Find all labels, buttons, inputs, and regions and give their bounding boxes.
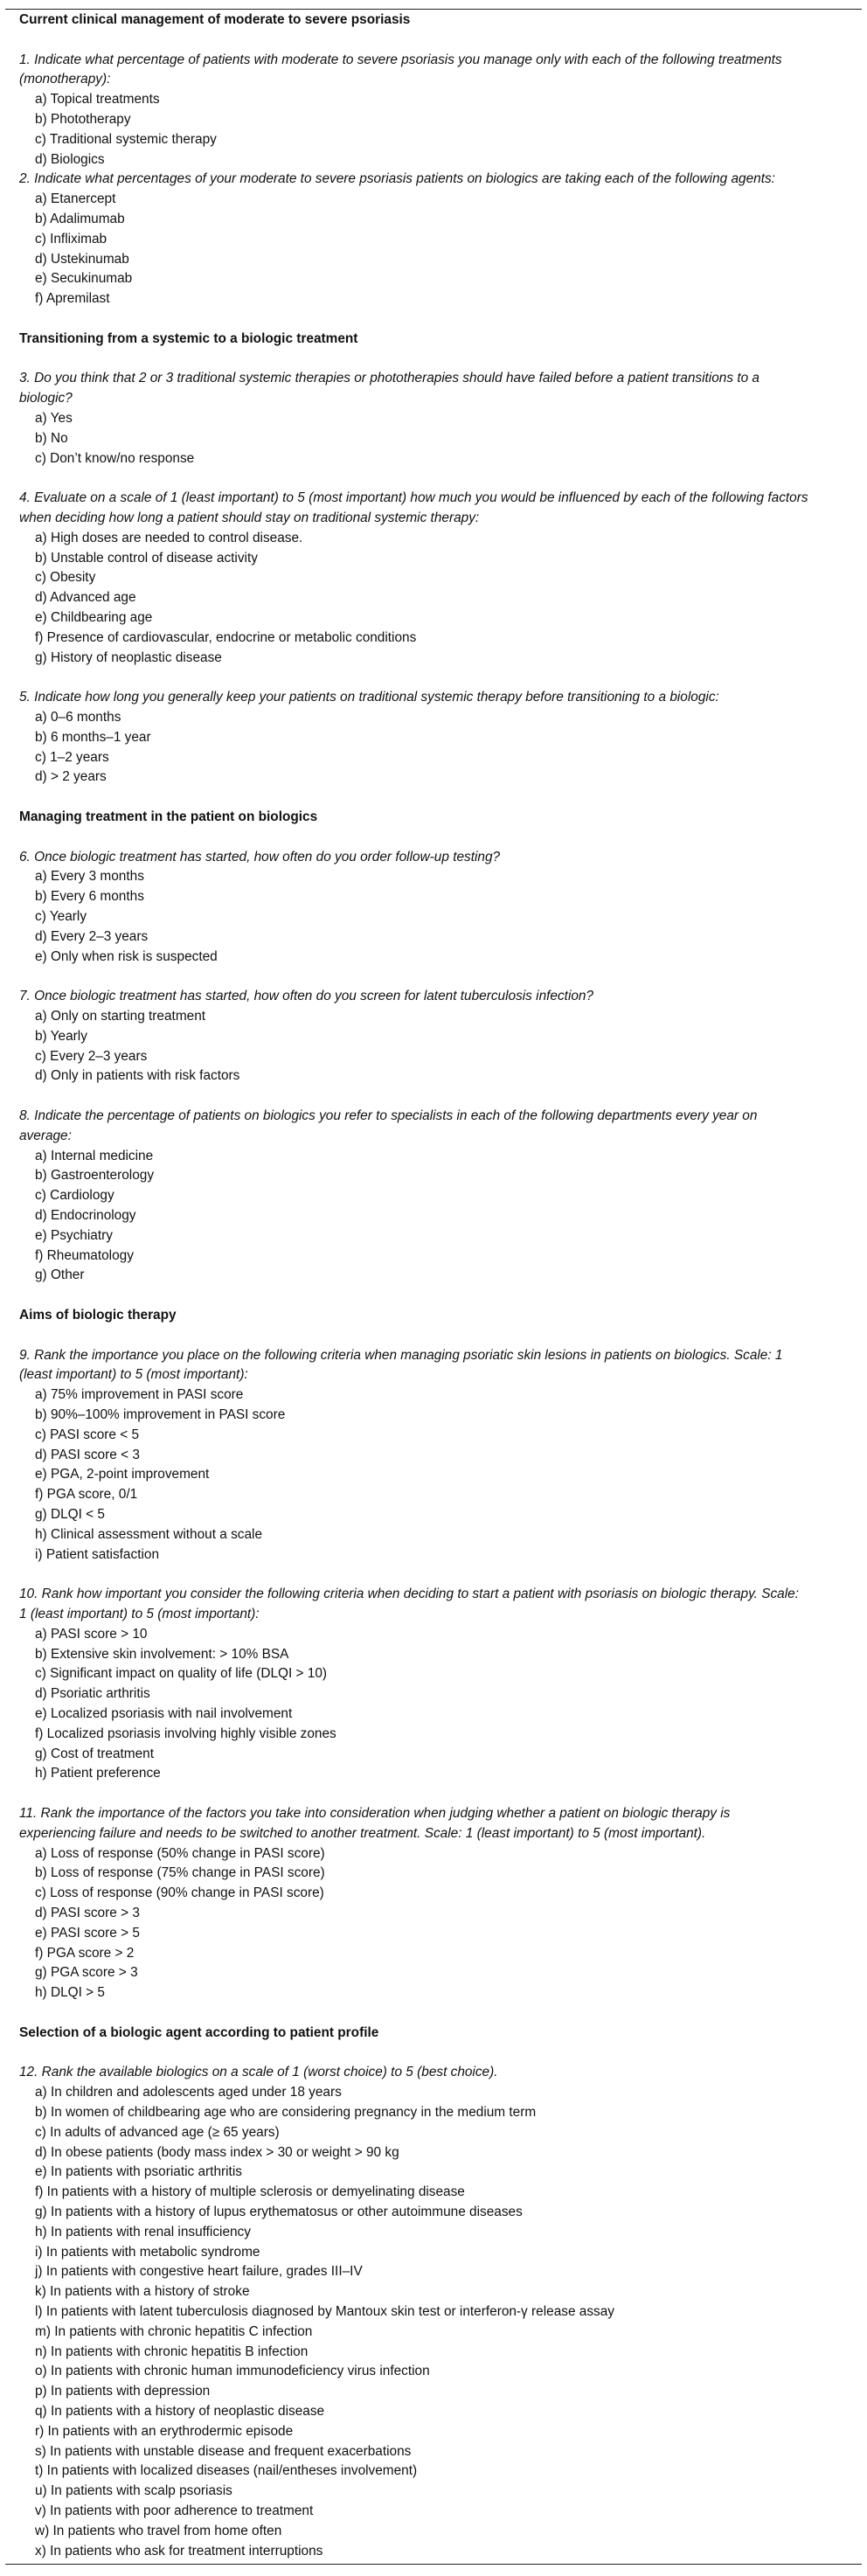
answer-option: a) Every 3 months <box>35 869 144 885</box>
question-text: 12. Rank the available biologics on a scale of 1 (worst choice) to 5 (best choice). <box>19 2065 498 2080</box>
answer-option: c) PASI score < 5 <box>35 1427 140 1442</box>
answer-option: l) In patients with latent tuberculosis diagnosed by Mantoux skin test or interferon-γ release assay <box>35 2304 614 2319</box>
answer-option: d) Ustekinumab <box>35 251 129 267</box>
answer-option: h) In patients with renal insufficiency <box>35 2224 251 2239</box>
section-heading: Current clinical management of moderate to severe psoriasis <box>19 12 411 27</box>
answer-option: b) 90%–100% improvement in PASI score <box>35 1407 286 1422</box>
answer-option: f) Apremilast <box>35 291 110 307</box>
answer-option: f) Localized psoriasis involving highly visible zones <box>35 1725 336 1741</box>
answer-option: c) Obesity <box>35 570 96 586</box>
answer-option: c) Yearly <box>35 909 87 924</box>
question-text: 5. Indicate how long you generally keep your patients on traditional systemic therapy before transitioning to a biologic: <box>19 690 719 705</box>
table-bottom-rule <box>5 2564 862 2565</box>
question-text: 4. Evaluate on a scale of 1 (least important) to 5 (most important) how much you would be influenced by each of the following factors <box>19 490 808 506</box>
answer-option: h) DLQI > 5 <box>35 1985 105 2001</box>
answer-option: c) 1–2 years <box>35 749 109 765</box>
question-text: 8. Indicate the percentage of patients on biologics you refer to specialists in each of the following departments every year on <box>19 1108 758 1123</box>
question-text: 11. Rank the importance of the factors you take into consideration when judging whether a patient on biologic therapy is <box>19 1806 731 1821</box>
answer-option: f) PGA score > 2 <box>35 1945 135 1961</box>
answer-option: b) Yearly <box>35 1028 87 1044</box>
answer-option: h) Clinical assessment without a scale <box>35 1526 263 1542</box>
question-text: 1. Indicate what percentage of patients with moderate to severe psoriasis you manage only with each of the following treatments <box>19 52 782 67</box>
section-heading: Aims of biologic therapy <box>19 1308 177 1323</box>
answer-option: m) In patients with chronic hepatitis C infection <box>35 2323 313 2339</box>
answer-option: d) Endocrinology <box>35 1208 136 1223</box>
answer-option: g) Other <box>35 1267 85 1283</box>
answer-option: d) PASI score < 3 <box>35 1447 140 1462</box>
question-text: 7. Once biologic treatment has started, how often do you screen for latent tuberculosis infection? <box>19 989 594 1004</box>
answer-option: d) Every 2–3 years <box>35 928 149 944</box>
answer-option: a) Yes <box>35 411 73 426</box>
answer-option: d) PASI score > 3 <box>35 1906 140 1920</box>
answer-option: a) 0–6 months <box>35 710 121 725</box>
question-text: 3. Do you think that 2 or 3 traditional systemic therapies or phototherapies should have failed before a patient transitions to a <box>19 371 759 386</box>
question-text: 6. Once biologic treatment has started, how often do you order follow-up testing? <box>19 849 501 864</box>
answer-option: a) Loss of response (50% change in PASI score) <box>35 1845 325 1861</box>
answer-option: b) No <box>35 430 68 446</box>
answer-option: x) In patients who ask for treatment interruptions <box>35 2543 323 2559</box>
answer-option: a) Only on starting treatment <box>35 1009 206 1024</box>
answer-option: k) In patients with a history of stroke <box>35 2284 250 2300</box>
answer-option: h) Patient preference <box>35 1766 161 1781</box>
answer-option: b) Every 6 months <box>35 889 144 905</box>
table-top-rule <box>5 9 862 10</box>
question-text: experiencing failure and needs to be switched to another treatment. Scale: 1 (least important) to 5 (most important). <box>19 1825 706 1841</box>
answer-option: a) In children and adolescents aged under 18 years <box>35 2085 342 2100</box>
answer-option: g) Cost of treatment <box>35 1746 155 1761</box>
answer-option: e) PGA, 2-point improvement <box>35 1467 210 1482</box>
question-text: biologic? <box>19 391 73 406</box>
question-text: (least important) to 5 (most important): <box>19 1367 248 1383</box>
answer-option: d) Only in patients with risk factors <box>35 1068 240 1084</box>
answer-option: b) Adalimumab <box>35 212 125 226</box>
answer-option: d) Biologics <box>35 151 105 167</box>
answer-option: g) History of neoplastic disease <box>35 649 222 665</box>
answer-option: d) > 2 years <box>35 769 107 785</box>
answer-option: b) Loss of response (75% change in PASI score) <box>35 1865 325 1881</box>
question-text: 1 (least important) to 5 (most important): <box>19 1607 260 1621</box>
answer-option: c) Cardiology <box>35 1188 114 1204</box>
answer-option: b) Unstable control of disease activity <box>35 550 258 566</box>
answer-option: e) Secukinumab <box>35 271 133 287</box>
answer-option: r) In patients with an erythrodermic episode <box>35 2423 294 2439</box>
answer-option: b) 6 months–1 year <box>35 729 151 745</box>
answer-option: u) In patients with scalp psoriasis <box>35 2483 232 2499</box>
answer-option: j) In patients with congestive heart failure, grades III–IV <box>35 2264 363 2280</box>
answer-option: f) Rheumatology <box>35 1247 134 1263</box>
answer-option: g) DLQI < 5 <box>35 1507 105 1522</box>
answer-option: c) Loss of response (90% change in PASI score) <box>35 1885 324 1901</box>
answer-option: a) High doses are needed to control disease. <box>35 530 303 545</box>
answer-option: c) Significant impact on quality of life (DLQI > 10) <box>35 1666 328 1682</box>
answer-option: p) In patients with depression <box>35 2384 211 2399</box>
section-heading: Managing treatment in the patient on biologics <box>19 809 318 824</box>
answer-option: g) PGA score > 3 <box>35 1965 138 1981</box>
answer-option: e) Localized psoriasis with nail involvement <box>35 1706 293 1721</box>
answer-option: e) PASI score > 5 <box>35 1925 140 1941</box>
answer-option: i) In patients with metabolic syndrome <box>35 2244 260 2260</box>
answer-option: e) Only when risk is suspected <box>35 948 218 964</box>
answer-option: a) PASI score > 10 <box>35 1626 148 1642</box>
answer-option: t) In patients with localized diseases (nail/entheses involvement) <box>35 2463 418 2479</box>
answer-option: a) Internal medicine <box>35 1148 154 1163</box>
answer-option: b) Phototherapy <box>35 112 131 127</box>
answer-option: n) In patients with chronic hepatitis B infection <box>35 2343 309 2359</box>
answer-option: b) Gastroenterology <box>35 1168 155 1184</box>
answer-option: c) Infliximab <box>35 231 108 246</box>
answer-option: a) Topical treatments <box>35 92 160 108</box>
answer-option: s) In patients with unstable disease and frequent exacerbations <box>35 2443 412 2459</box>
answer-option: e) Psychiatry <box>35 1227 113 1243</box>
answer-option: d) In obese patients (body mass index > 30 or weight > 90 kg <box>35 2144 399 2160</box>
section-heading: Selection of a biologic agent according to patient profile <box>19 2024 379 2040</box>
answer-option: c) Don’t know/no response <box>35 450 195 466</box>
answer-option: b) In women of childbearing age who are considering pregnancy in the medium term <box>35 2105 537 2120</box>
answer-option: i) Patient satisfaction <box>35 1546 160 1562</box>
question-text: when deciding how long a patient should stay on traditional systemic therapy: <box>19 510 480 525</box>
question-text: 10. Rank how important you consider the following criteria when deciding to start a patient with psoriasis on biologic therapy. Scale: <box>19 1587 799 1602</box>
answer-option: d) Advanced age <box>35 590 136 606</box>
answer-option: b) Extensive skin involvement: > 10% BSA <box>35 1646 289 1662</box>
answer-option: d) Psoriatic arthritis <box>35 1686 150 1702</box>
question-text: average: <box>19 1128 72 1143</box>
answer-option: f) PGA score, 0/1 <box>35 1487 138 1503</box>
answer-option: o) In patients with chronic human immunodeficiency virus infection <box>35 2364 430 2379</box>
section-heading: Transitioning from a systemic to a biologic treatment <box>19 330 358 346</box>
answer-option: e) In patients with psoriatic arthritis <box>35 2164 242 2180</box>
answer-option: q) In patients with a history of neoplastic disease <box>35 2404 325 2419</box>
answer-option: c) In adults of advanced age (≥ 65 years) <box>35 2124 280 2140</box>
answer-option: a) Etanercept <box>35 191 116 207</box>
answer-option: g) In patients with a history of lupus erythematosus or other autoimmune diseases <box>35 2205 523 2219</box>
answer-option: v) In patients with poor adherence to treatment <box>35 2503 314 2518</box>
answer-option: c) Traditional systemic therapy <box>35 131 217 147</box>
question-text: 9. Rank the importance you place on the following criteria when managing psoriatic skin lesions in patients on biologics. Scale: 1 <box>19 1347 783 1363</box>
answer-option: a) 75% improvement in PASI score <box>35 1387 244 1403</box>
question-text: 2. Indicate what percentages of your moderate to severe psoriasis patients on biologics are taking each of the following agents: <box>19 171 775 187</box>
answer-option: f) Presence of cardiovascular, endocrine or metabolic conditions <box>35 629 417 645</box>
question-text: (monotherapy): <box>19 72 111 87</box>
answer-option: c) Every 2–3 years <box>35 1048 148 1064</box>
answer-option: w) In patients who travel from home often <box>35 2523 282 2538</box>
answer-option: f) In patients with a history of multiple sclerosis or demyelinating disease <box>35 2184 465 2200</box>
answer-option: e) Childbearing age <box>35 610 153 625</box>
